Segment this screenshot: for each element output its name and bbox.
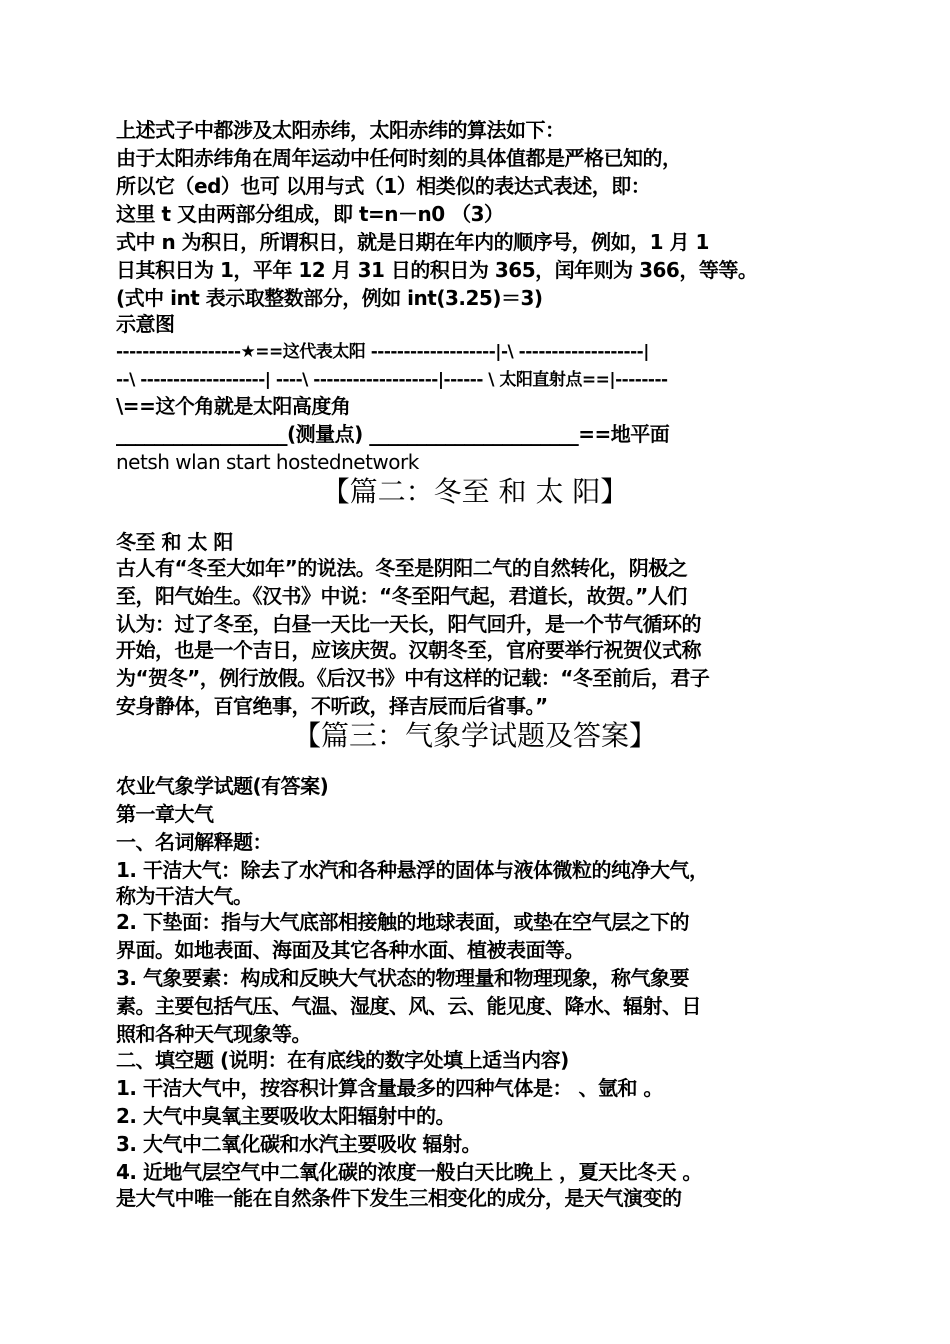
text-line: 安身静体，百官绝事，不听政，择吉辰而后省事。”: [116, 694, 548, 718]
text-line: 4. 近地气层空气中二氧化碳的浓度一般白天比晚上 ，夏天比冬天 。: [116, 1160, 702, 1184]
diagram-line: --\ -------------------| ----\ -------------------|------ \ 太阳直射点==|--------: [116, 370, 668, 390]
text-line: 1. 干洁大气：除去了水汽和各种悬浮的固体与液体微粒的纯净大气，: [116, 858, 709, 882]
text-line: 3. 大气中二氧化碳和水汽主要吸收 辐射。: [116, 1132, 481, 1156]
text-line: 3. 气象要素：构成和反映大气状态的物理量和物理现象，称气象要: [116, 966, 689, 990]
text-line: 是大气中唯一能在自然条件下发生三相变化的成分，是天气演变的: [116, 1186, 682, 1210]
text-line: 二、填空题 (说明：在有底线的数字处填上适当内容): [116, 1048, 569, 1072]
text-line: 照和各种天气现象等。: [116, 1022, 311, 1046]
diagram-line: \==这个角就是太阳高度角: [116, 394, 351, 418]
section-heading: 【篇三：气象学试题及答案】: [292, 719, 657, 752]
text-line: 所以它（ed）也可 以用与式（1）相类似的表达式表述，即：: [116, 174, 651, 198]
text-line: 这里 t 又由两部分组成，即 t=n－n0 （3）: [116, 202, 504, 226]
text-line: 至，阳气始生。《汉书》中说：“冬至阳气起，君道长，故贺。”人们: [116, 584, 687, 608]
text-line: 第一章大气: [116, 802, 214, 826]
diagram-line: __________________(测量点) ______________________==地平面: [116, 422, 670, 446]
text-line: 2. 下垫面：指与大气底部相接触的地球表面，或垫在空气层之下的: [116, 910, 689, 934]
text-line: 示意图: [116, 312, 175, 336]
text-line: 1. 干洁大气中，按容积计算含量最多的四种气体是： 、氩和 。: [116, 1076, 663, 1100]
text-line: 2. 大气中臭氧主要吸收太阳辐射中的。: [116, 1104, 455, 1128]
text-line: 认为：过了冬至，白昼一天比一天长，阳气回升，是一个节气循环的: [116, 612, 701, 636]
text-line: 素。主要包括气压、气温、湿度、风、云、能见度、降水、辐射、日: [116, 994, 701, 1018]
section-heading: 【篇二：冬至 和 太 阳】: [321, 475, 629, 508]
text-line: 古人有“冬至大如年”的说法。冬至是阴阳二气的自然转化，阴极之: [116, 556, 688, 580]
text-line: 上述式子中都涉及太阳赤纬，太阳赤纬的算法如下：: [116, 118, 565, 142]
diagram-line: -------------------★==这代表太阳 -------------------|-\ -------------------|: [116, 342, 649, 362]
text-line: 称为干洁大气。: [116, 884, 253, 908]
text-line: 日其积日为 1，平年 12 月 31 日的积日为 365，闰年则为 366，等等。: [116, 258, 758, 282]
text-line: 由于太阳赤纬角在周年运动中任何时刻的具体值都是严格已知的，: [116, 146, 682, 170]
command-line: netsh wlan start hostednetwork: [116, 450, 419, 474]
text-line: 界面。如地表面、海面及其它各种水面、植被表面等。: [116, 938, 584, 962]
text-line: 农业气象学试题(有答案): [116, 774, 329, 798]
section-title: 冬至 和 太 阳: [116, 530, 233, 554]
text-line: 为“贺冬”，例行放假。《后汉书》中有这样的记载：“冬至前后，君子: [116, 666, 710, 690]
text-line: 式中 n 为积日，所谓积日，就是日期在年内的顺序号，例如，1 月 1: [116, 230, 709, 254]
text-line: (式中 int 表示取整数部分，例如 int(3.25)＝3): [116, 286, 543, 310]
text-line: 一、名词解释题：: [116, 830, 272, 854]
text-line: 开始，也是一个吉日，应该庆贺。汉朝冬至，官府要举行祝贺仪式称: [116, 638, 701, 662]
